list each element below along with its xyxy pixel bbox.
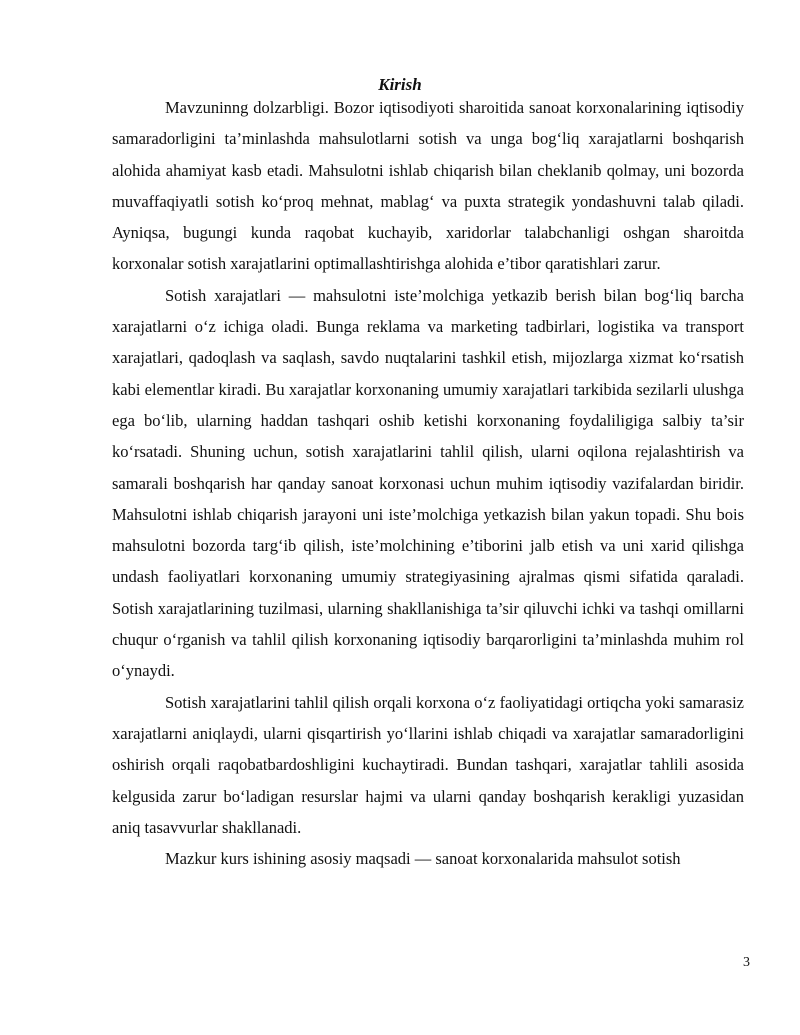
body-text (112, 92, 744, 874)
section-heading: Kirish (378, 75, 422, 94)
paragraph-course-goal: Mazkur kurs ishining asosiy maqsadi — sanoat korxonalarida mahsulot sotish (165, 849, 681, 869)
paragraph-cost-analysis: Sotish xarajatlarini tahlil qilish orqali korxona o‘z faoliyatidagi ortiqcha yoki samarasiz xarajatlarni aniqlaydi, ularni qisqartirish yo‘llarini ishlab chiqadi va xarajatlar samaradorligini oshirish orqali raqobatbardoshligini kuchaytiradi. Bundan tashqari, xarajatlar tahlili asosida kelgusida zarur bo‘ladigan resurslar hajmi va ularni qanday boshqarish kerakligi yuzasidan aniq tasavvurlar shakllanadi. (112, 692, 744, 837)
paragraph-relevance: Mavzuninng dolzarbligi. Bozor iqtisodiyoti sharoitida sanoat korxonalarining iqtisodiy samaradorligini ta’minlashda mahsulotlarni sotish va unga bog‘liq xarajatlarni boshqarish alohida ahamiyat kasb etadi. Mahsulotni ishlab chiqarish bilan cheklanib qolmay, uni bozorda muvaffaqiyatli sotish ko‘proq mehnat, mablag‘ va puxta strategik yondashuvni talab qiladi. Ayniqsa, bugungi kunda raqobat kuchayib, xaridorlar talabchanligi oshgan sharoitda korxonalar sotish xarajatlarini optimallashtirishga alohida e’tibor qaratishlari zarur. (112, 98, 744, 274)
page-number: 3 (743, 955, 750, 970)
paragraph-sales-costs: Sotish xarajatlari — mahsulotni iste’molchiga yetkazib berish bilan bog‘liq barcha xarajatlarni o‘z ichiga oladi. Bunga reklama va marketing tadbirlari, logistika va transport xarajatlari, qadoqlash va saqlash, savdo nuqtalarini tashkil etish, mijozlarga xizmat ko‘rsatish kabi elementlar kiradi. Bu xarajatlar korxonaning umumiy xarajatlari tarkibida sezilarli ulushga ega bo‘lib, ularning haddan tashqari oshib ketishi korxonaning foydaliligiga salbiy ta’sir ko‘rsatadi. Shuning uchun, sotish xarajatlarini tahlil qilish, ularni oqilona rejalashtirish va samarali boshqarish har qanday sanoat korxonasi uchun muhim iqtisodiy vazifalardan biridir. Mahsulotni ishlab chiqarish jarayoni uni iste’molchiga yetkazish bilan yakun topadi. Shu bois mahsulotni bozorda targ‘ib qilish, iste’molchining e’tiborini jalb etish va uni xarid qilishga undash faoliyatlari korxonaning umumiy strategiyasining ajralmas qismi sifatida qaraladi. Sotish xarajatlarining tuzilmasi, ularning shakllanishiga ta’sir qiluvchi ichki va tashqi omillarni chuqur o‘rganish va tahlil qilish korxonaning iqtisodiy barqarorligini ta’minlashda muhim rol o‘ynaydi. (112, 285, 744, 681)
